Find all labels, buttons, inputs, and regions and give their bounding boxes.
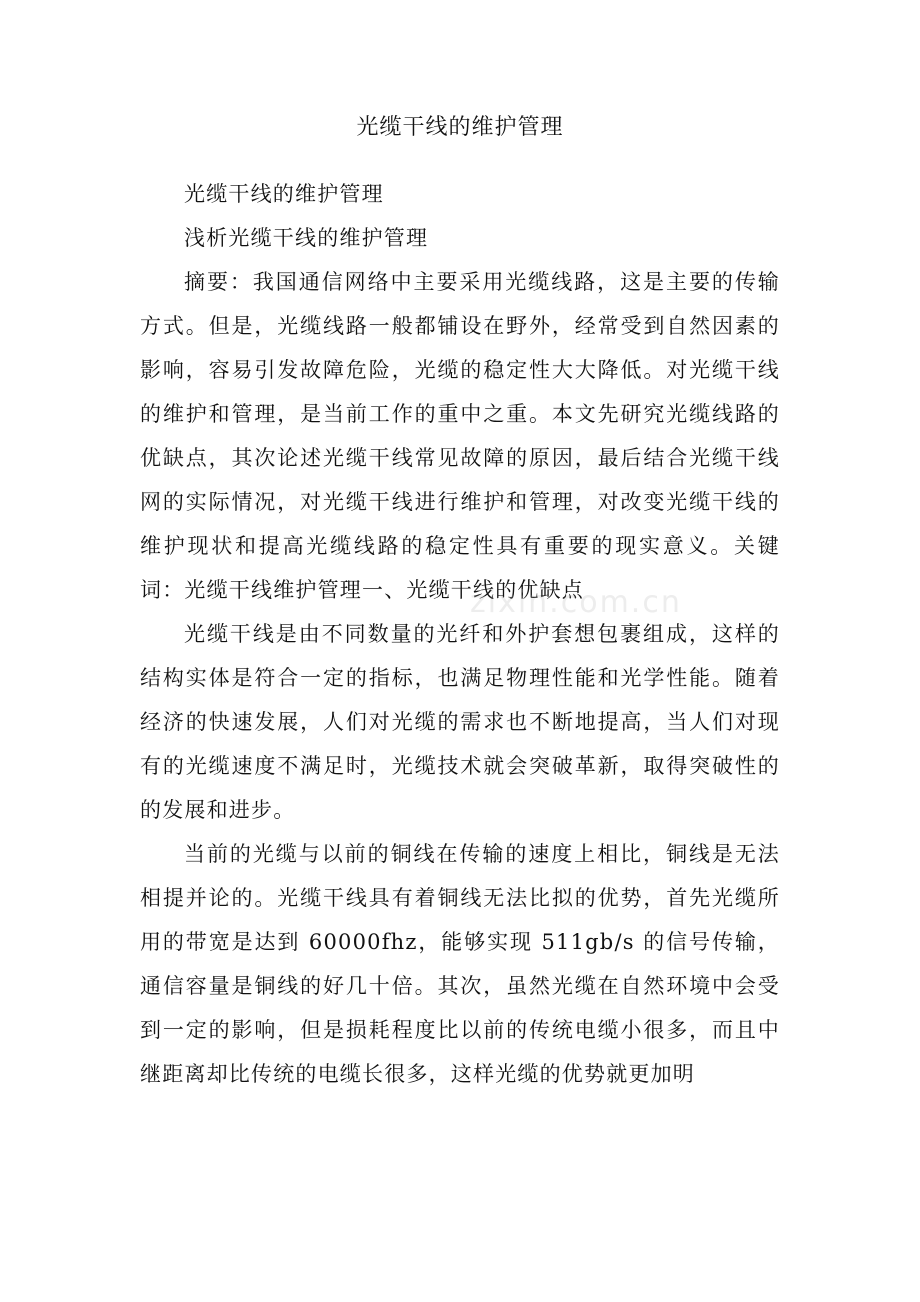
paragraph-comparison: 当前的光缆与以前的铜线在传输的速度上相比，铜线是无法相提并论的。光缆干线具有着铜线无法比拟的优势，首先光缆所用的带宽是达到 60000fhz，能够实现 511gb/s 的信号传输，通信容量是铜线的好几十倍。其次，虽然光缆在自然环境中会受到一定的影响，但是损耗程度比以前的传统电缆小很多，而且中继距离却比传统的电缆长很多，这样光缆的优势就更加明 <box>140 842 780 1086</box>
paragraph-subheading: 浅析光缆干线的维护管理 <box>184 226 429 250</box>
document-body <box>140 172 780 1096</box>
paragraph-abstract: 摘要：我国通信网络中主要采用光缆线路，这是主要的传输方式。但是，光缆线路一般都铺设在野外，经常受到自然因素的影响，容易引发故障危险，光缆的稳定性大大降低。对光缆干线的维护和管理，是当前工作的重中之重。本文先研究光缆线路的优缺点，其次论述光缆干线常见故障的原因，最后结合光缆干线网的实际情况，对光缆干线进行维护和管理，对改变光缆干线的维护现状和提高光缆线路的稳定性具有重要的现实意义。关键词：光缆干线维护管理一、光缆干线的优缺点 <box>140 270 780 602</box>
document-title: 光缆干线的维护管理 <box>356 115 564 140</box>
paragraph-structure: 光缆干线是由不同数量的光纤和外护套想包裹组成，这样的结构实体是符合一定的指标，也满足物理性能和光学性能。随着经济的快速发展，人们对光缆的需求也不断地提高，当人们对现有的光缆速度不满足时，光缆技术就会突破革新，取得突破性的的发展和进步。 <box>140 622 780 822</box>
paragraph-heading: 光缆干线的维护管理 <box>184 182 384 206</box>
site-watermark: zixin.com.cn <box>470 585 682 620</box>
